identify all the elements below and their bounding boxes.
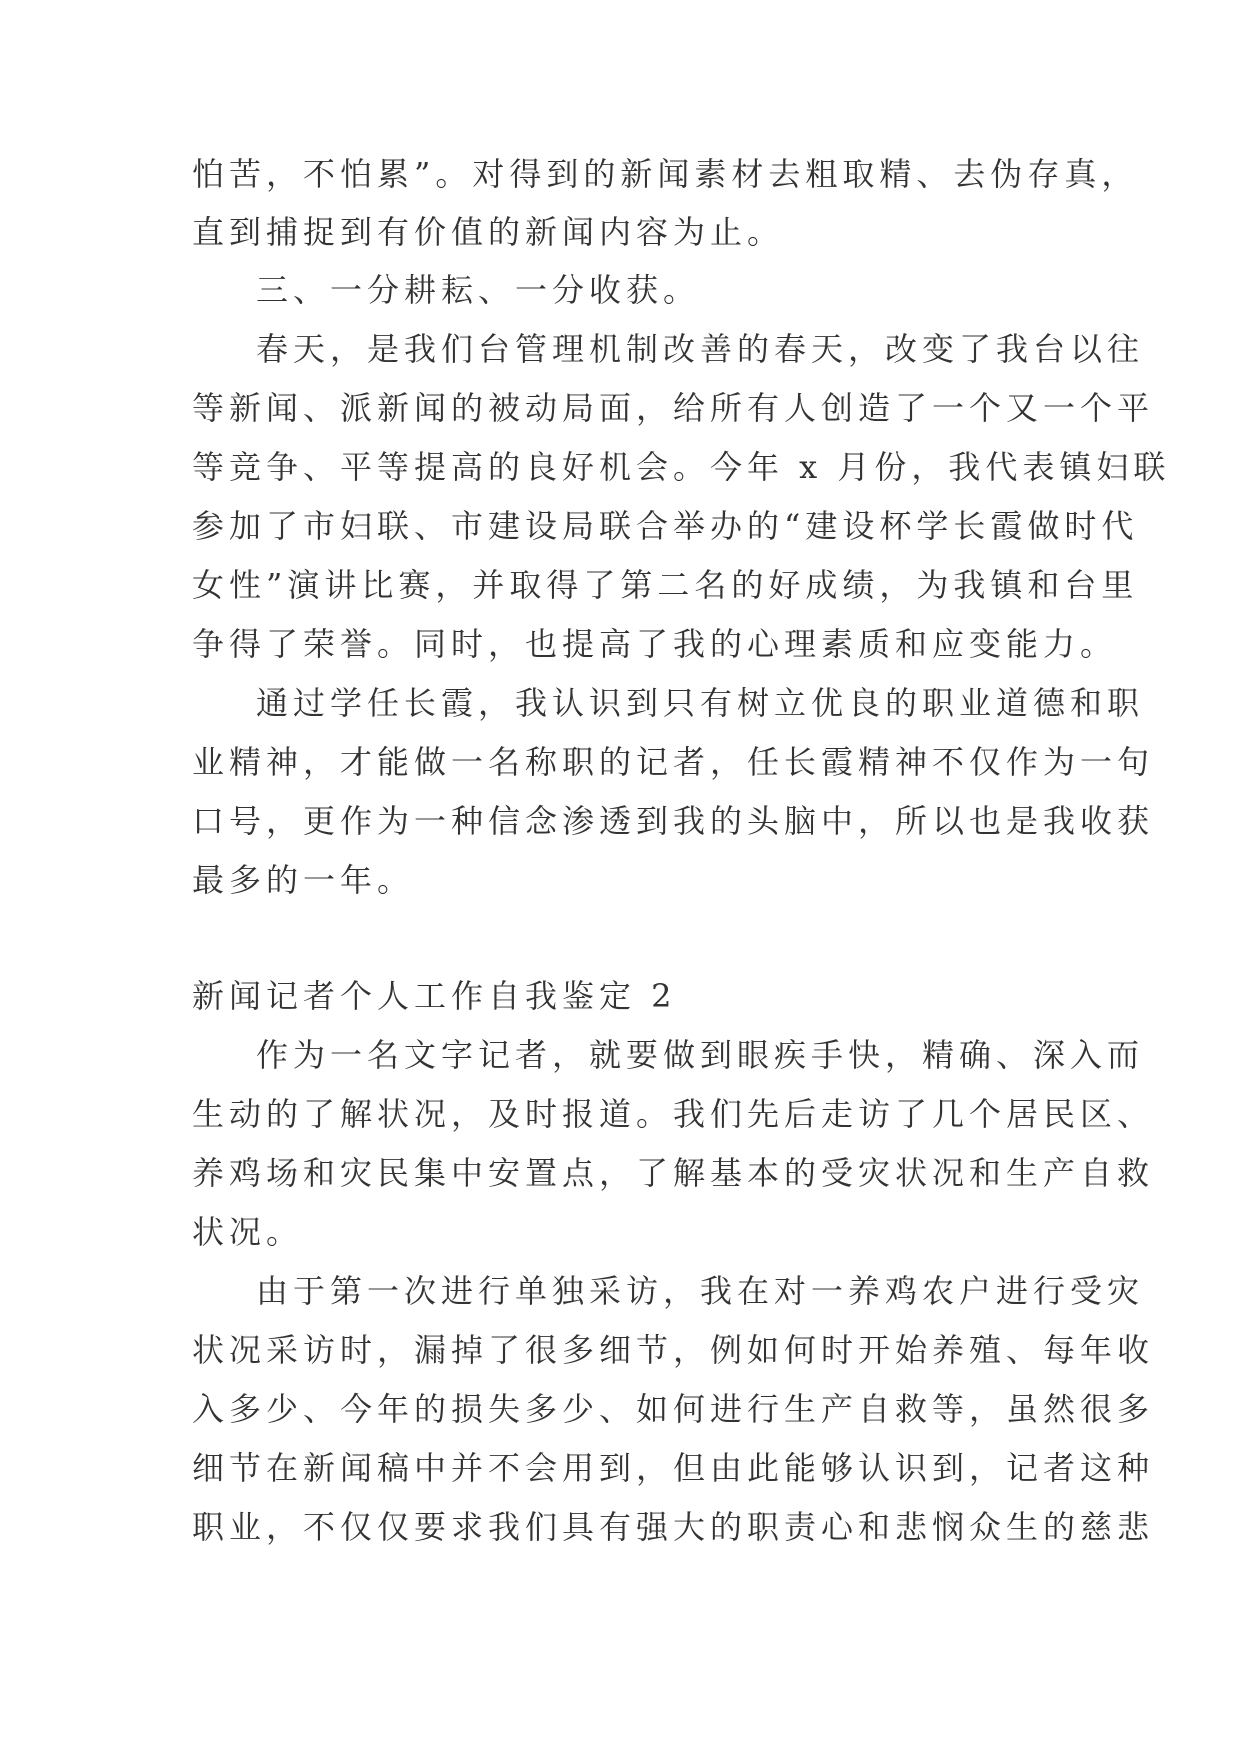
text-line: 养鸡场和灾民集中安置点，了解基本的受灾状况和生产自救 <box>192 1154 1155 1192</box>
text-line: 春天，是我们台管理机制改善的春天，改变了我台以往 <box>256 330 1145 368</box>
text-line: 入多少、今年的损失多少、如何进行生产自救等，虽然很多 <box>192 1390 1155 1428</box>
text-line: 参加了市妇联、市建设局联合举办的“建设杯学长霞做时代 <box>192 507 1139 545</box>
text-line: 直到捕捉到有价值的新闻内容为止。 <box>192 213 785 251</box>
text-line: 女性”演讲比赛，并取得了第二名的好成绩，为我镇和台里 <box>192 566 1139 604</box>
text-line: 争得了荣誉。同时，也提高了我的心理素质和应变能力。 <box>192 625 1118 663</box>
section-heading: 三、一分耕耘、一分收获。 <box>256 271 701 309</box>
text-line: 等新闻、派新闻的被动局面，给所有人创造了一个又一个平 <box>192 389 1155 427</box>
text-line: 等竞争、平等提高的良好机会。今年 x 月份，我代表镇妇联 <box>192 448 1171 486</box>
text-line: 怕苦，不怕累”。对得到的新闻素材去粗取精、去伪存真， <box>192 155 1139 193</box>
text-line: 生动的了解状况，及时报道。我们先后走访了几个居民区、 <box>192 1095 1155 1133</box>
text-line: 细节在新闻稿中并不会用到，但由此能够认识到，记者这种 <box>192 1449 1155 1487</box>
text-line: 作为一名文字记者，就要做到眼疾手快，精确、深入而 <box>256 1036 1145 1074</box>
text-line: 通过学任长霞，我认识到只有树立优良的职业道德和职 <box>256 684 1145 722</box>
document-title: 新闻记者个人工作自我鉴定 2 <box>192 977 677 1015</box>
text-line: 最多的一年。 <box>192 861 415 899</box>
text-line: 状况。 <box>192 1213 304 1251</box>
text-line: 由于第一次进行单独采访，我在对一养鸡农户进行受灾 <box>256 1272 1145 1310</box>
text-line: 业精神，才能做一名称职的记者，任长霞精神不仅作为一句 <box>192 743 1155 781</box>
text-line: 职业，不仅仅要求我们具有强大的职责心和悲悯众生的慈悲 <box>192 1508 1155 1546</box>
text-line: 口号，更作为一种信念渗透到我的头脑中，所以也是我收获 <box>192 802 1155 840</box>
text-line: 状况采访时，漏掉了很多细节，例如何时开始养殖、每年收 <box>192 1331 1155 1369</box>
